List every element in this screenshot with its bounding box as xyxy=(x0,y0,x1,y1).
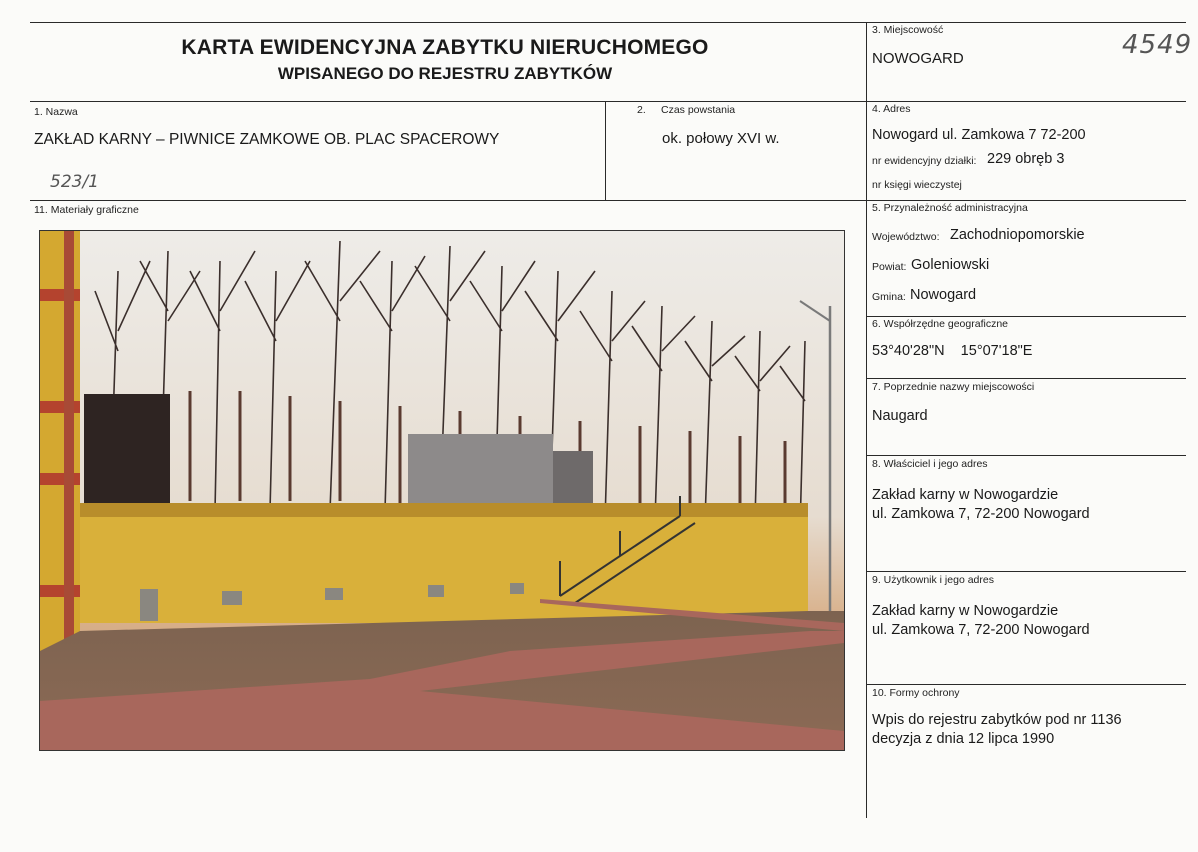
voivodeship-label: Województwo: xyxy=(872,231,940,243)
field9-label: 9. Użytkownik i jego adres xyxy=(872,574,994,586)
coordinates-value: 53°40'28"N 15°07'18"E xyxy=(872,343,1033,359)
row-divider-1 xyxy=(30,101,1186,102)
owner-line1: Zakład karny w Nowogardzie xyxy=(872,487,1059,503)
right-divider-6 xyxy=(866,378,1186,379)
field5-label: 5. Przynależność administracyjna xyxy=(872,202,1028,214)
top-border xyxy=(30,22,1186,23)
voivodeship-value: Zachodniopomorskie xyxy=(950,227,1085,243)
row-divider-2 xyxy=(30,200,1186,201)
name-date-divider xyxy=(605,101,606,200)
field4-value: Nowogard ul. Zamkowa 7 72-200 xyxy=(872,127,1086,143)
monument-photo xyxy=(39,230,845,751)
commune-label: Gmina: xyxy=(872,291,906,303)
field2-number: 2. xyxy=(637,104,646,116)
dark-structure xyxy=(84,394,170,504)
land-register-label: nr księgi wieczystej xyxy=(872,179,962,191)
user-line1: Zakład karny w Nowogardzie xyxy=(872,603,1059,619)
field3-value: NOWOGARD xyxy=(872,50,964,67)
card-title: KARTA EWIDENCYJNA ZABYTKU NIERUCHOMEGO xyxy=(181,36,709,59)
field1-value: ZAKŁAD KARNY – PIWNICE ZAMKOWE OB. PLAC SPACEROWY xyxy=(34,131,500,148)
owner-line2: ul. Zamkowa 7, 72-200 Nowogard xyxy=(872,506,1090,522)
field2-value: ok. połowy XVI w. xyxy=(662,130,780,147)
main-column-divider xyxy=(866,22,867,818)
grey-building xyxy=(408,434,553,510)
field6-label: 6. Współrzędne geograficzne xyxy=(872,318,1008,330)
previous-names-value: Naugard xyxy=(872,408,928,424)
right-divider-8 xyxy=(866,571,1186,572)
field4-label: 4. Adres xyxy=(872,103,911,115)
field2-label: Czas powstania xyxy=(661,104,736,116)
parcel-value: 229 obręb 3 xyxy=(987,151,1065,167)
field8-label: 8. Właściciel i jego adres xyxy=(872,458,988,470)
protection-line2: decyzja z dnia 12 lipca 1990 xyxy=(872,731,1055,747)
user-line2: ul. Zamkowa 7, 72-200 Nowogard xyxy=(872,622,1090,638)
county-label: Powiat: xyxy=(872,261,907,273)
field10-label: 10. Formy ochrony xyxy=(872,687,960,699)
field11-label: 11. Materiały graficzne xyxy=(34,204,139,216)
field3-label: 3. Miejscowość xyxy=(872,24,944,36)
yellow-wall xyxy=(80,503,808,623)
handwritten-ref: 523/1 xyxy=(50,172,99,192)
county-value: Goleniowski xyxy=(911,257,990,273)
right-divider-9 xyxy=(866,684,1186,685)
card-subtitle: WPISANEGO DO REJESTRU ZABYTKÓW xyxy=(277,64,613,83)
right-divider-5 xyxy=(866,316,1186,317)
protection-line1: Wpis do rejestru zabytków pod nr 1136 xyxy=(872,712,1122,728)
commune-value: Nowogard xyxy=(910,287,977,303)
handwritten-number: 4549 xyxy=(1122,30,1193,60)
field7-label: 7. Poprzednie nazwy miejscowości xyxy=(872,381,1035,393)
field1-label: 1. Nazwa xyxy=(34,106,78,118)
parcel-label: nr ewidencyjny działki: xyxy=(872,155,977,167)
right-divider-7 xyxy=(866,455,1186,456)
